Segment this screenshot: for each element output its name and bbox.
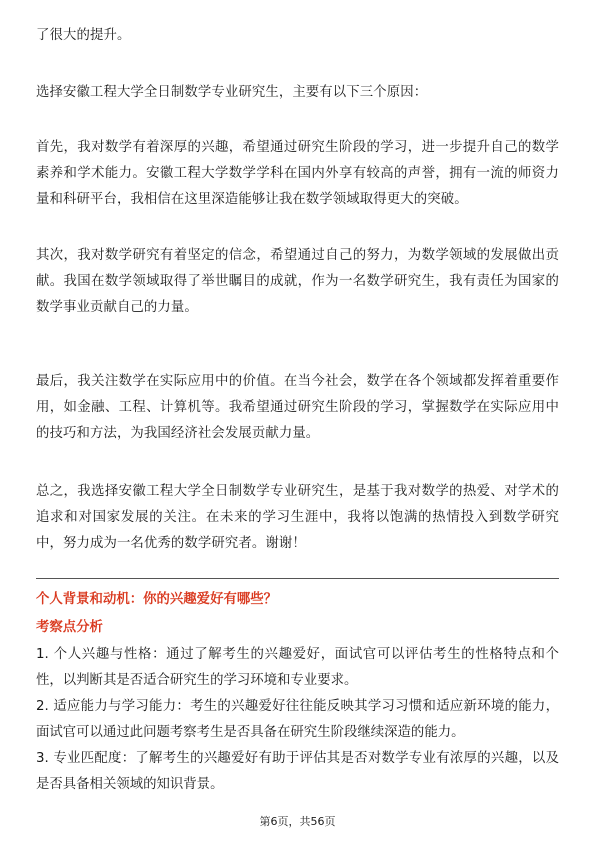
analysis-heading: 考察点分析 [36,620,103,635]
paragraph-third-reason: 最后，我关注数学在实际应用中的价值。在当今社会，数学在各个领域都发挥着重要作用，如金融、工程、计算机等。我希望通过研究生阶段的学习，掌握数学在实际应用中的技巧和方法，为我国经济社会发展贡献力量。 [36,374,559,441]
interview-question: 个人背景和动机：你的兴趣爱好有哪些？ [36,592,278,607]
paragraph-intro: 选择安徽工程大学全日制数学专业研究生，主要有以下三个原因： [36,85,428,100]
paragraph-conclusion: 总之，我选择安徽工程大学全日制数学专业研究生，是基于我对数学的热爱、对学术的追求和对国家发展的关注。在未来的学习生涯中，我将以饱满的热情投入到数学研究中，努力成为一名优秀的数学研究者。谢谢！ [36,484,559,551]
paragraph-second-reason: 其次，我对数学研究有着坚定的信念，希望通过自己的努力，为数学领域的发展做出贡献。我国在数学领域取得了举世瞩目的成就，作为一名数学研究生，我有责任为国家的数学事业贡献自己的力量。 [36,248,559,315]
analysis-item-adaptability: 2. 适应能力与学习能力：考生的兴趣爱好往往能反映其学习习惯和适应新环境的能力，面试官可以通过此问题考察考生是否具备在研究生阶段继续深造的能力。 [36,699,559,740]
analysis-item-major-fit: 3. 专业匹配度：了解考生的兴趣爱好有助于评估其是否对数学专业有浓厚的兴趣，以及是否具备相关领域的知识背景。 [36,751,559,792]
paragraph-first-reason: 首先，我对数学有着深厚的兴趣，希望通过研究生阶段的学习，进一步提升自己的数学素养和学术能力。安徽工程大学数学学科在国内外享有较高的声誉，拥有一流的师资力量和科研平台，我相信在这里深造能够让我在数学领域取得更大的突破。 [36,140,559,207]
analysis-item-interest: 1. 个人兴趣与性格：通过了解考生的兴趣爱好，面试官可以评估考生的性格特点和个性，以判断其是否适合研究生的学习环境和专业要求。 [36,647,559,688]
paragraph-continuation: 了很大的提升。 [36,28,131,43]
page-number: 第6页，共56页 [259,815,336,828]
analysis-list [36,642,559,798]
section-divider [36,578,559,579]
